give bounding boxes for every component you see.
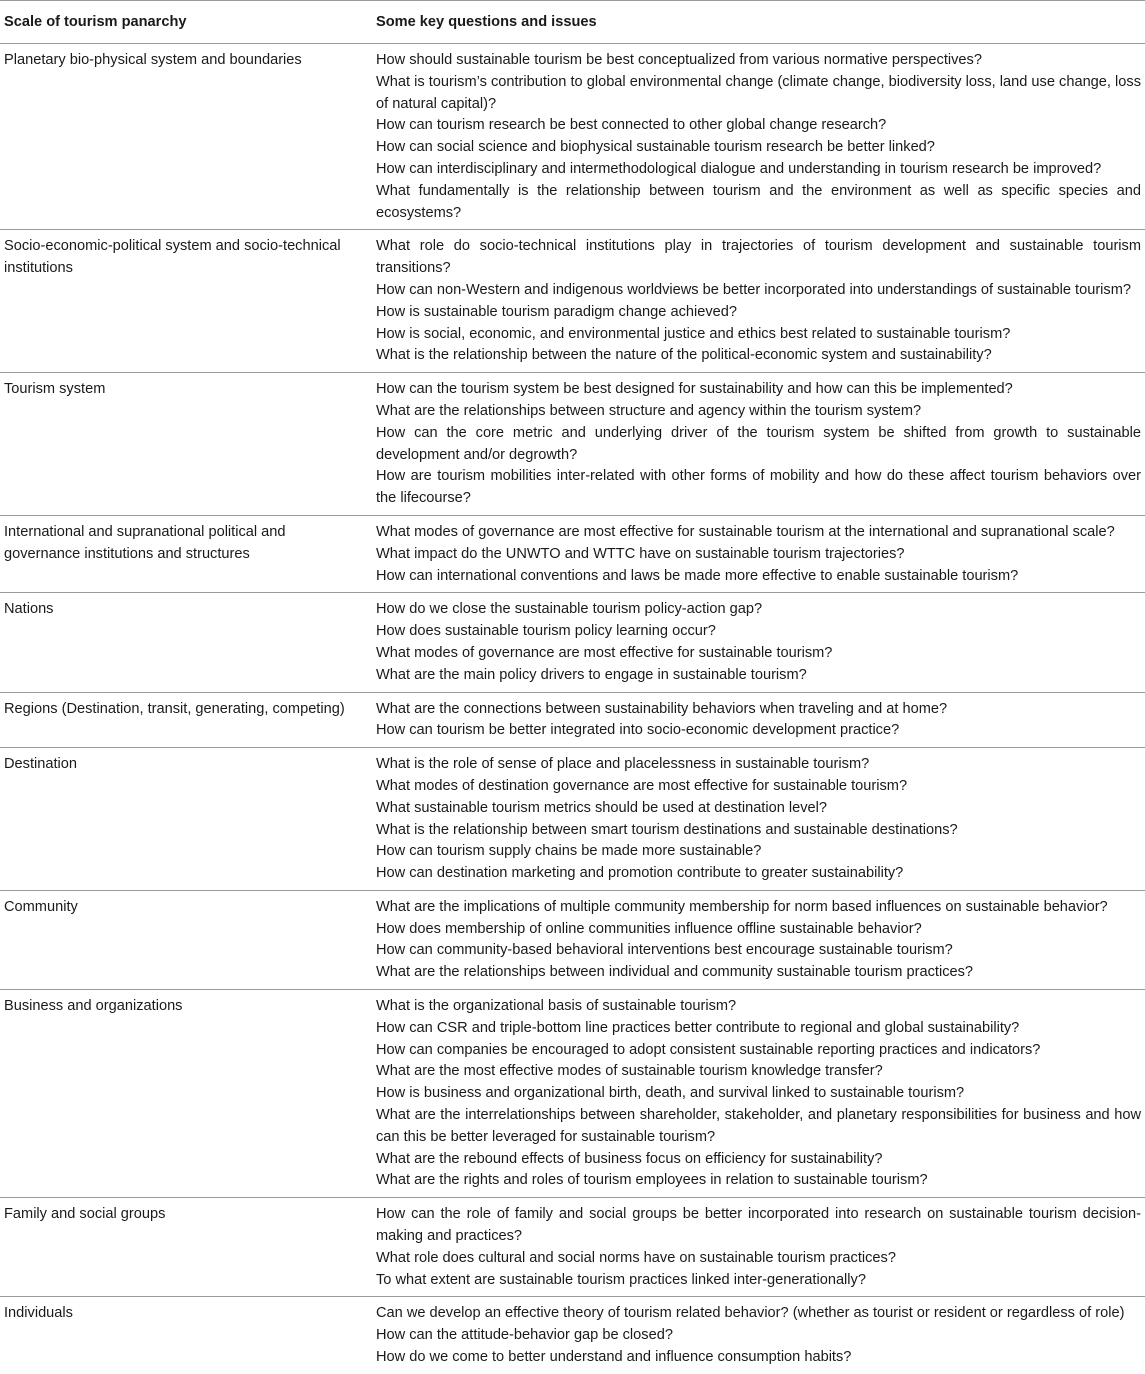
- table-row: [0, 230, 1145, 373]
- question-list: [376, 599, 1141, 686]
- question-item: What role does cultural and social norms have on sustainable tourism practices?: [376, 1249, 896, 1266]
- question-item: What are the rebound effects of business focus on efficiency for sustainability?: [376, 1150, 883, 1167]
- question-list: [376, 1204, 1141, 1291]
- scale-cell: Nations: [4, 601, 54, 618]
- question-item: What is the organizational basis of sustainable tourism?: [376, 998, 737, 1015]
- question-item: How can companies be encouraged to adopt consistent sustainable reporting practices and indicators?: [376, 1041, 1041, 1058]
- question-item: How can CSR and triple-bottom line practices better contribute to regional and global sustainability?: [376, 1019, 1020, 1036]
- table-header-row: [0, 1, 1145, 44]
- table-row: [0, 1198, 1145, 1297]
- scale-cell: Destination: [4, 756, 78, 773]
- question-item: What modes of destination governance are most effective for sustainable tourism?: [376, 777, 908, 794]
- question-item: What are the implications of multiple community membership for norm based influences on sustainable behavior?: [376, 898, 1108, 915]
- question-item: How can social science and biophysical sustainable tourism research be better linked?: [376, 139, 935, 156]
- question-item: What is tourism’s contribution to global environmental change (climate change, biodiversity loss, land use change, loss of natural capital)?: [376, 73, 1141, 112]
- question-list: [376, 897, 1141, 984]
- question-item: How does membership of online communities influence offline sustainable behavior?: [376, 920, 922, 937]
- header-scale: Scale of tourism panarchy: [4, 14, 187, 30]
- question-item: How is social, economic, and environmental justice and ethics best related to sustainable tourism?: [376, 325, 1011, 342]
- question-item: What modes of governance are most effective for sustainable tourism?: [376, 644, 833, 661]
- question-item: What are the main policy drivers to engage in sustainable tourism?: [376, 666, 807, 683]
- questions-cell: [372, 599, 1145, 686]
- scale-cell: Individuals: [4, 1305, 73, 1322]
- question-item: To what extent are sustainable tourism practices linked inter-generationally?: [376, 1271, 866, 1288]
- scale-cell: Business and organizations: [4, 998, 183, 1015]
- questions-cell: [372, 1204, 1145, 1291]
- question-item: What is the relationship between smart tourism destinations and sustainable destinations?: [376, 821, 958, 838]
- questions-cell: [372, 754, 1145, 885]
- table-row: [0, 748, 1145, 891]
- scale-cell: Community: [4, 898, 78, 915]
- question-item: How can the core metric and underlying driver of the tourism system be shifted from growth to sustainable development and/or degrowth?: [376, 424, 1141, 463]
- question-item: What are the connections between sustainability behaviors when traveling and at home?: [376, 700, 948, 717]
- scale-cell: Tourism system: [4, 381, 106, 398]
- question-item: How can the role of family and social groups be better incorporated into research on sustainable tourism decision-making and practices?: [376, 1206, 1141, 1245]
- question-item: What are the interrelationships between shareholder, stakeholder, and planetary responsibilities for business and how can this be better leveraged for sustainable tourism?: [376, 1107, 1141, 1145]
- question-item: What modes of governance are most effective for sustainable tourism at the international and supranational scale?: [376, 523, 1115, 540]
- question-list: [376, 754, 1141, 885]
- question-item: How can the attitude-behavior gap be closed?: [376, 1327, 673, 1344]
- question-item: What fundamentally is the relationship between tourism and the environment as well as specific species and ecosystems?: [376, 182, 1141, 221]
- question-list: [376, 50, 1141, 224]
- questions-cell: [372, 1303, 1145, 1368]
- questions-cell: [372, 699, 1145, 743]
- question-item: What are the relationships between structure and agency within the tourism system?: [376, 402, 922, 419]
- question-item: How do we close the sustainable tourism policy-action gap?: [376, 601, 763, 618]
- questions-cell: [372, 236, 1145, 367]
- scale-cell: International and supranational political and governance institutions and structures: [4, 523, 286, 562]
- table-row: [0, 373, 1145, 516]
- question-item: How can tourism supply chains be made more sustainable?: [376, 843, 762, 860]
- question-item: How does sustainable tourism policy learning occur?: [376, 623, 716, 640]
- question-item: How can community-based behavioral interventions best encourage sustainable tourism?: [376, 942, 953, 959]
- question-item: What sustainable tourism metrics should be used at destination level?: [376, 799, 828, 816]
- scale-cell: Socio-economic-political system and socio-technical institutions: [4, 238, 341, 277]
- questions-cell: [372, 379, 1145, 510]
- question-list: [376, 236, 1141, 367]
- scale-cell: Regions (Destination, transit, generating, competing): [4, 700, 345, 717]
- question-item: How can destination marketing and promotion contribute to greater sustainability?: [376, 865, 904, 882]
- scale-cell: Planetary bio-physical system and boundaries: [4, 52, 302, 68]
- question-list: [376, 1303, 1141, 1368]
- question-item: What impact do the UNWTO and WTTC have on sustainable tourism trajectories?: [376, 545, 905, 562]
- table-row: [0, 593, 1145, 692]
- questions-cell: [372, 996, 1145, 1192]
- question-item: What is the relationship between the nature of the political-economic system and sustainability?: [376, 347, 992, 364]
- table-row: [0, 1297, 1145, 1373]
- question-list: [376, 996, 1141, 1192]
- question-list: [376, 379, 1141, 510]
- question-item: What is the role of sense of place and placelessness in sustainable tourism?: [376, 756, 870, 773]
- question-item: How can tourism be better integrated into socio-economic development practice?: [376, 722, 900, 739]
- questions-cell: [372, 522, 1145, 587]
- question-item: What are the relationships between individual and community sustainable tourism practices?: [376, 964, 974, 981]
- question-list: [376, 522, 1141, 587]
- question-item: How can interdisciplinary and intermethodological dialogue and understanding in tourism research be improved?: [376, 160, 1102, 177]
- questions-cell: [372, 897, 1145, 984]
- question-item: What are the most effective modes of sustainable tourism knowledge transfer?: [376, 1063, 883, 1080]
- question-item: How can non-Western and indigenous worldviews be better incorporated into understandings of sustainable tourism?: [376, 281, 1131, 298]
- table-row: [0, 693, 1145, 749]
- question-item: What role do socio-technical institutions play in trajectories of tourism development and sustainable tourism transitions?: [376, 238, 1141, 277]
- header-questions: Some key questions and issues: [376, 14, 597, 30]
- question-item: How can tourism research be best connected to other global change research?: [376, 117, 887, 134]
- table-row: [0, 891, 1145, 990]
- table-row: [0, 516, 1145, 593]
- question-list: [376, 699, 1141, 743]
- question-item: How can international conventions and laws be made more effective to enable sustainable tourism?: [376, 567, 1019, 584]
- question-item: How are tourism mobilities inter-related with other forms of mobility and how do these affect tourism behaviors over the lifecourse?: [376, 468, 1141, 507]
- table-body: [0, 44, 1145, 1374]
- question-item: How is sustainable tourism paradigm change achieved?: [376, 303, 737, 320]
- table-row: [0, 990, 1145, 1198]
- question-item: How is business and organizational birth, death, and survival linked to sustainable tourism?: [376, 1085, 965, 1102]
- questions-cell: [372, 50, 1145, 224]
- question-item: How should sustainable tourism be best conceptualized from various normative perspectives?: [376, 52, 982, 68]
- question-item: How do we come to better understand and influence consumption habits?: [376, 1349, 852, 1366]
- question-item: How can the tourism system be best designed for sustainability and how can this be implemented?: [376, 381, 1013, 398]
- question-item: What are the rights and roles of tourism employees in relation to sustainable tourism?: [376, 1172, 928, 1189]
- question-item: Can we develop an effective theory of tourism related behavior? (whether as tourist or resident or regardless of role): [376, 1305, 1125, 1322]
- table-row: [0, 44, 1145, 230]
- scale-cell: Family and social groups: [4, 1206, 166, 1223]
